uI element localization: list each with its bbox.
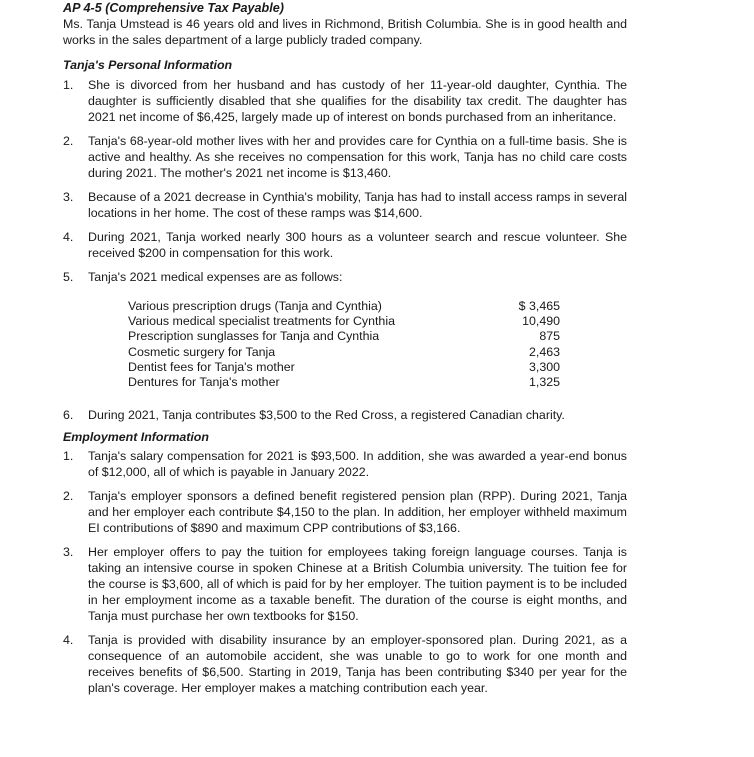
personal-item [63, 77, 627, 125]
item-number: 4. [63, 230, 74, 244]
personal-item [63, 229, 627, 261]
expense-amount: 2,463 [528, 344, 560, 359]
expense-amount: 875 [539, 329, 560, 344]
item-text: Her employer offers to pay the tuition for employees taking foreign language courses. Tanja is taking an intensive course in spoken Chinese at a British Columbia university. The tuition fee for the course is $3,600, all of which is paid for by her employer. The tuition payment is to be included in her employment income as a taxable benefit. The duration of the course is eight months, and Tanja must purchase her own textbooks for $150. [88, 545, 627, 624]
item-text: Tanja's employer sponsors a defined benefit registered pension plan (RPP). During 2021, Tanja and her employer each contribute $4,150 to the plan. In addition, her employer withheld maximum EI contributions of $890 and maximum CPP contributions of $3,166. [88, 489, 627, 536]
expense-label: Dentures for Tanja's mother [128, 375, 280, 390]
personal-item [63, 407, 627, 423]
expense-amount: $ 3,465 [518, 299, 560, 313]
item-number: 2. [63, 134, 74, 148]
item-text: She is divorced from her husband and has custody of her 11-year-old daughter, Cynthia. The daughter is sufficiently disabled that she qualifies for the disability tax credit. The daughter has 2021 net income of $6,425, largely made up of interest on bonds purchased from an inheritance. [88, 78, 627, 124]
expense-row [128, 329, 560, 344]
item-number: 5. [63, 270, 74, 284]
personal-item [63, 133, 627, 181]
expense-label: Various prescription drugs (Tanja and Cynthia) [128, 299, 382, 313]
expense-row [128, 360, 560, 375]
expense-label: Various medical specialist treatments for Cynthia [128, 314, 395, 329]
employment-item [63, 544, 627, 624]
item-number: 3. [63, 190, 74, 204]
problem-title: AP 4-5 (Comprehensive Tax Payable) [63, 1, 284, 15]
employment-item [63, 488, 627, 536]
item-number: 2. [63, 489, 74, 504]
intro-paragraph: Ms. Tanja Umstead is 46 years old and lives in Richmond, British Columbia. She is in good health and works in the sales department of a large publicly traded company. [63, 17, 627, 47]
item-text: Tanja's 68-year-old mother lives with her and provides care for Cynthia on a full-time basis. She is active and healthy. As she receives no compensation for this work, Tanja has no child care costs during 2021. The mother's 2021 net income is $13,460. [88, 134, 627, 180]
personal-item [63, 189, 627, 221]
employment-item [63, 448, 627, 480]
item-text: During 2021, Tanja worked nearly 300 hours as a volunteer search and rescue volunteer. She received $200 in compensation for this work. [88, 230, 627, 260]
item-text: Tanja's salary compensation for 2021 is $93,500. In addition, she was awarded a year-end bonus of $12,000, all of which is payable in January 2022. [88, 449, 627, 480]
item-number: 6. [63, 408, 74, 423]
item-text: During 2021, Tanja contributes $3,500 to the Red Cross, a registered Canadian charity. [88, 408, 565, 423]
expense-label: Dentist fees for Tanja's mother [128, 359, 295, 374]
item-number: 3. [63, 545, 74, 560]
item-text: Tanja is provided with disability insurance by an employer-sponsored plan. During 2021, as a consequence of an automobile accident, she was unable to go to work for one month and receives benefits of $6,500. Starting in 2019, Tanja has been contributing $340 per year for the plan's coverage. Her employer makes a matching contribution each year. [88, 633, 627, 696]
expense-label: Prescription sunglasses for Tanja and Cynthia [128, 329, 380, 344]
personal-heading: Tanja's Personal Information [63, 58, 233, 72]
expense-amount: 10,490 [522, 314, 560, 329]
medical-expenses-table [128, 299, 560, 390]
personal-item [63, 269, 627, 285]
document-page [63, 0, 627, 696]
expense-amount: 3,300 [528, 359, 560, 374]
employment-heading: Employment Information [63, 430, 209, 445]
item-number: 1. [63, 449, 74, 464]
expense-row [128, 345, 560, 360]
employment-item [63, 632, 627, 696]
expense-row [128, 375, 560, 390]
item-number: 4. [63, 633, 74, 648]
expense-row [128, 299, 560, 314]
item-text: Because of a 2021 decrease in Cynthia's mobility, Tanja has had to install access ramps in several locations in her home. The cost of these ramps was $14,600. [88, 190, 627, 220]
expense-row [128, 314, 560, 329]
item-text: Tanja's 2021 medical expenses are as follows: [88, 270, 343, 284]
expense-label: Cosmetic surgery for Tanja [128, 344, 276, 359]
expense-amount: 1,325 [528, 375, 560, 390]
item-number: 1. [63, 78, 74, 92]
